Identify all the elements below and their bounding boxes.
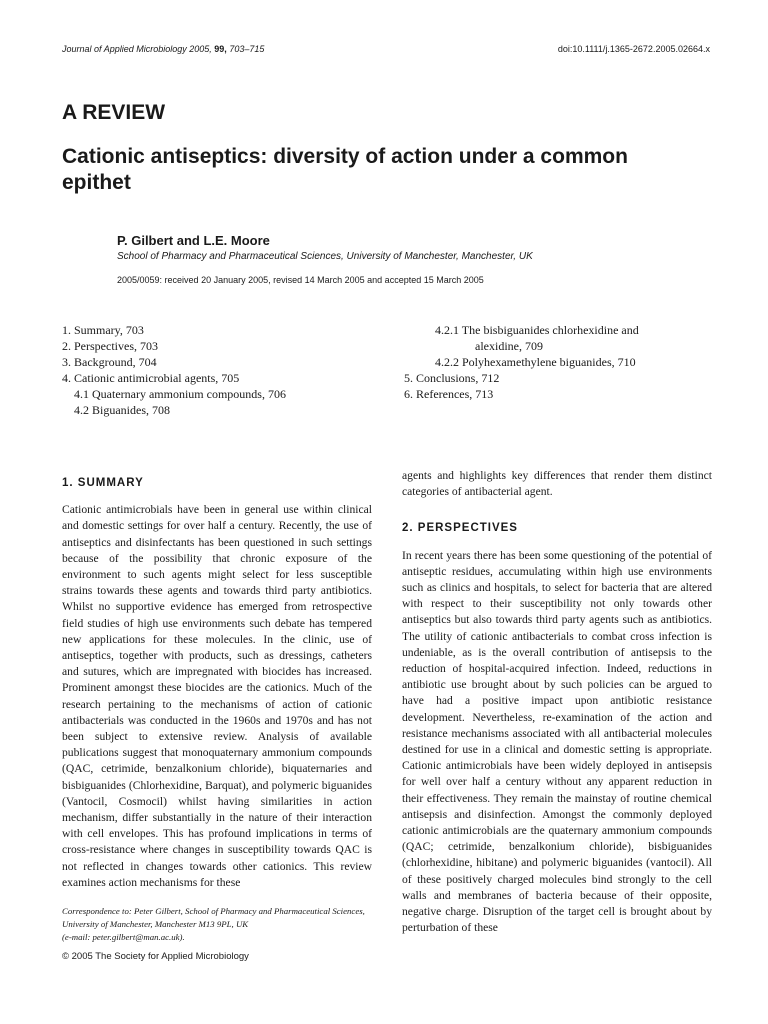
summary-heading: 1. SUMMARY bbox=[62, 477, 144, 489]
received-dates: 2005/0059: received 20 January 2005, revised 14 March 2005 and accepted 15 March 2005 bbox=[117, 275, 484, 285]
toc-item: 1. Summary, 703 bbox=[62, 323, 144, 337]
toc-item: 4.1 Quaternary ammonium compounds, 706 bbox=[74, 387, 286, 401]
journal-pages: 703–715 bbox=[229, 44, 265, 54]
copyright: © 2005 The Society for Applied Microbiology bbox=[62, 951, 249, 962]
toc-item: 4. Cationic antimicrobial agents, 705 bbox=[62, 371, 240, 385]
affiliation: School of Pharmacy and Pharmaceutical Sciences, University of Manchester, Manchester, UK bbox=[117, 251, 533, 262]
summary-continued: agents and highlights key differences that render them distinct categories of antibacterial agent. bbox=[402, 469, 712, 499]
summary-paragraph: Cationic antimicrobials have been in general use within clinical and domestic settings for over half a century. Recently, the use of antiseptics and disinfectants has been questioned in such settings because of the possibility that chronic exposure of the environment to such agents might select for less susceptible strains towards these agents and towards third party antibiotics. Whilst no supportive evidence has emerged from retrospective field studies of high use environments such debate has tempered new applications for these molecules. In the clinic, use of antiseptics, together with products, such as dressings, catheters and sutures, which are impregnated with biocides has increased. Prominent amongst these biocides are the cationics. Much of the research pertaining to the mechanisms of action of cationic antibacterials was conducted in the 1960s and 1970s and has not been subject to extensive review. Analysis of available publications suggest that monoquaternary ammonium compounds (QAC, cetrimide, benzalkonium chloride), biquaternaries and bisbiguanides (Chlorhexidine, Barquat), and polymeric biguanides (Vantocil, Cosmocil) whilst having similarities in action mechanism, differ substantially in the nature of their interaction with cell envelopes. This has profound implications in terms of cross-resistance where changes in susceptibility towards QAC is not reflected in changes towards other cationics. This review examines action mechanisms for these bbox=[62, 503, 372, 889]
toc-item: 2. Perspectives, 703 bbox=[62, 339, 158, 353]
correspondence-line: Correspondence to: Peter Gilbert, School of Pharmacy and Pharmaceutical Sciences, bbox=[62, 906, 365, 916]
toc-item: 4.2 Biguanides, 708 bbox=[74, 403, 170, 417]
right-column bbox=[402, 468, 712, 936]
perspectives-paragraph: In recent years there has been some questioning of the potential of antiseptic residues, accumulating within high use environments such as clinics and hospitals, to select for bacteria that are altered with respect to their susceptibility not only towards other antiseptics but also towards third party agents such as antibiotics. The utility of cationic antibacterials to combat cross infection is undeniable, as is the overall contribution of antisepsis to the reduction of hospital-acquired infection. Indeed, reductions in antibiotic use brought about by such policies can be argued to have had a positive impact upon antibiotic resistance development. Nevertheless, re-examination of the action and resistance mechanisms associated with all antibacterial molecules destined for use in a clinical and domestic setting is appropriate. Cationic antimicrobials have been widely deployed in antisepsis for well over half a century without any apparent reduction in their effectiveness. They remain the mainstay of routine chemical antisepsis and disinfection. Amongst the commonly deployed cationic antimicrobials are the quaternary ammonium compounds (QAC; cetrimide, benzalkonium chloride), bisbiguanides (chlorhexidine, hibitane) and polymeric biguanides (vantocil). All of these positively charged molecules bind strongly to the cell walls and membranes of bacteria because of their opposite, negative charge. Disruption of the target cell is brought about by perturbation of these bbox=[402, 548, 712, 935]
correspondence-line: University of Manchester, Manchester M13 9PL, UK bbox=[62, 919, 249, 929]
toc-item: 4.2.2 Polyhexamethylene biguanides, 710 bbox=[435, 355, 636, 369]
correspondence-note bbox=[62, 905, 372, 944]
journal-year: 2005, bbox=[189, 44, 212, 54]
toc-item: alexidine, 709 bbox=[475, 339, 543, 353]
toc-item: 5. Conclusions, 712 bbox=[404, 371, 500, 385]
table-of-contents-right bbox=[404, 322, 639, 402]
perspectives-heading: 2. PERSPECTIVES bbox=[402, 522, 518, 535]
toc-item: 3. Background, 704 bbox=[62, 355, 157, 369]
left-column bbox=[62, 475, 372, 891]
running-head bbox=[62, 44, 710, 54]
journal-name: Journal of Applied Microbiology bbox=[62, 44, 187, 54]
correspondence-email: (e-mail: peter.gilbert@man.ac.uk). bbox=[62, 932, 185, 942]
authors: P. Gilbert and L.E. Moore bbox=[117, 233, 270, 248]
toc-item: 4.2.1 The bisbiguanides chlorhexidine and bbox=[435, 323, 639, 337]
section-label: A REVIEW bbox=[62, 101, 166, 124]
doi: doi:10.1111/j.1365-2672.2005.02664.x bbox=[557, 44, 710, 54]
article-title: Cationic antiseptics: diversity of action under a common epithet bbox=[62, 145, 628, 194]
journal-volume: 99, bbox=[214, 44, 227, 54]
toc-item: 6. References, 713 bbox=[404, 387, 494, 401]
table-of-contents-left bbox=[62, 322, 286, 418]
